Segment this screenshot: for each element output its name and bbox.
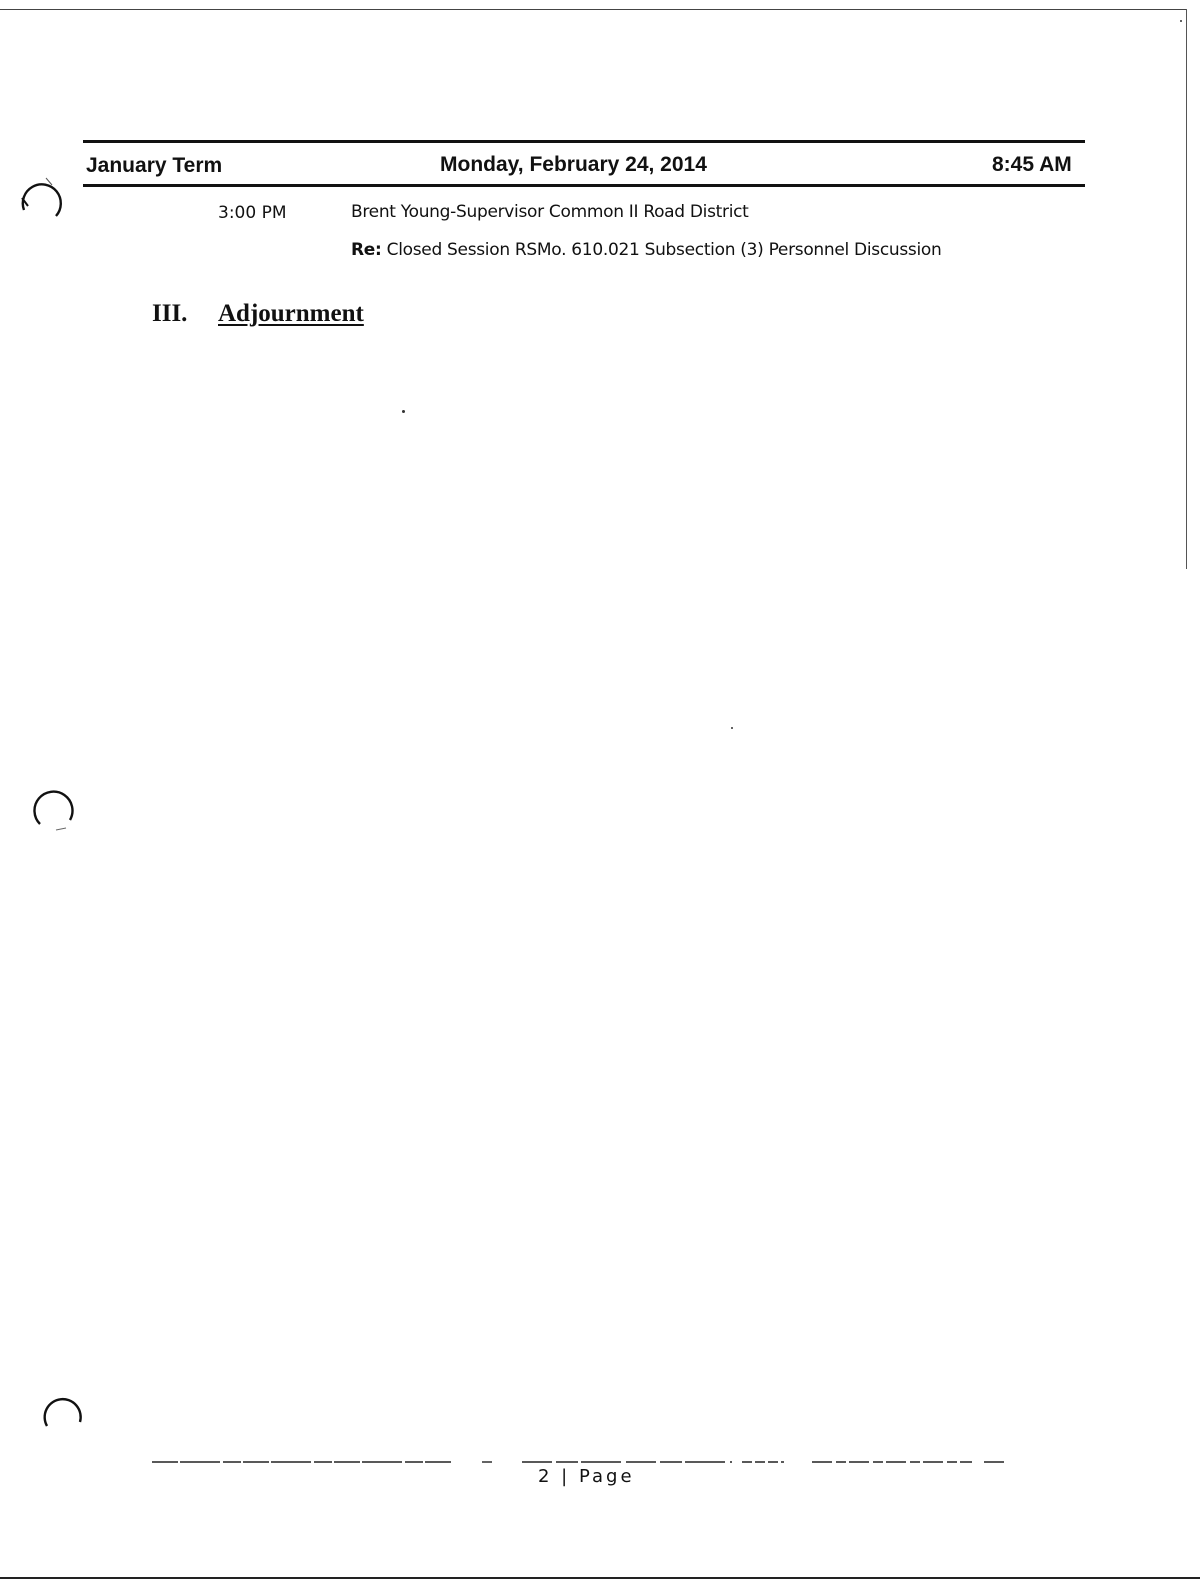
agenda-entry-name: Brent Young-Supervisor Common II Road District xyxy=(351,202,749,222)
header-rule-bottom xyxy=(83,184,1085,187)
header-time: 8:45 AM xyxy=(992,153,1072,176)
hole-punch-icon xyxy=(30,790,80,836)
speck-mark xyxy=(402,410,405,413)
speck-mark xyxy=(1180,20,1182,22)
hole-punch-icon xyxy=(40,1388,88,1434)
agenda-entry-re-text: Closed Session RSMo. 610.021 Subsection (3) Personnel Discussion xyxy=(386,240,942,260)
header-term: January Term xyxy=(86,154,223,177)
header-rule-top xyxy=(83,140,1085,143)
scan-edge-bottom xyxy=(0,1577,1200,1579)
section-number: III. xyxy=(152,300,188,327)
footer-page-number: 2 | Page xyxy=(538,1466,635,1487)
header-date: Monday, February 24, 2014 xyxy=(440,153,707,176)
footer-rule xyxy=(152,1460,1004,1464)
section-title: Adjournment xyxy=(218,300,364,327)
agenda-entry-re xyxy=(351,240,941,260)
agenda-entry-re-label: Re: xyxy=(351,240,382,260)
agenda-entry-time: 3:00 PM xyxy=(218,203,287,223)
speck-mark xyxy=(731,727,733,729)
hole-punch-icon xyxy=(14,176,66,232)
scan-edge-right xyxy=(1186,9,1187,569)
scan-edge-top xyxy=(0,9,1186,10)
